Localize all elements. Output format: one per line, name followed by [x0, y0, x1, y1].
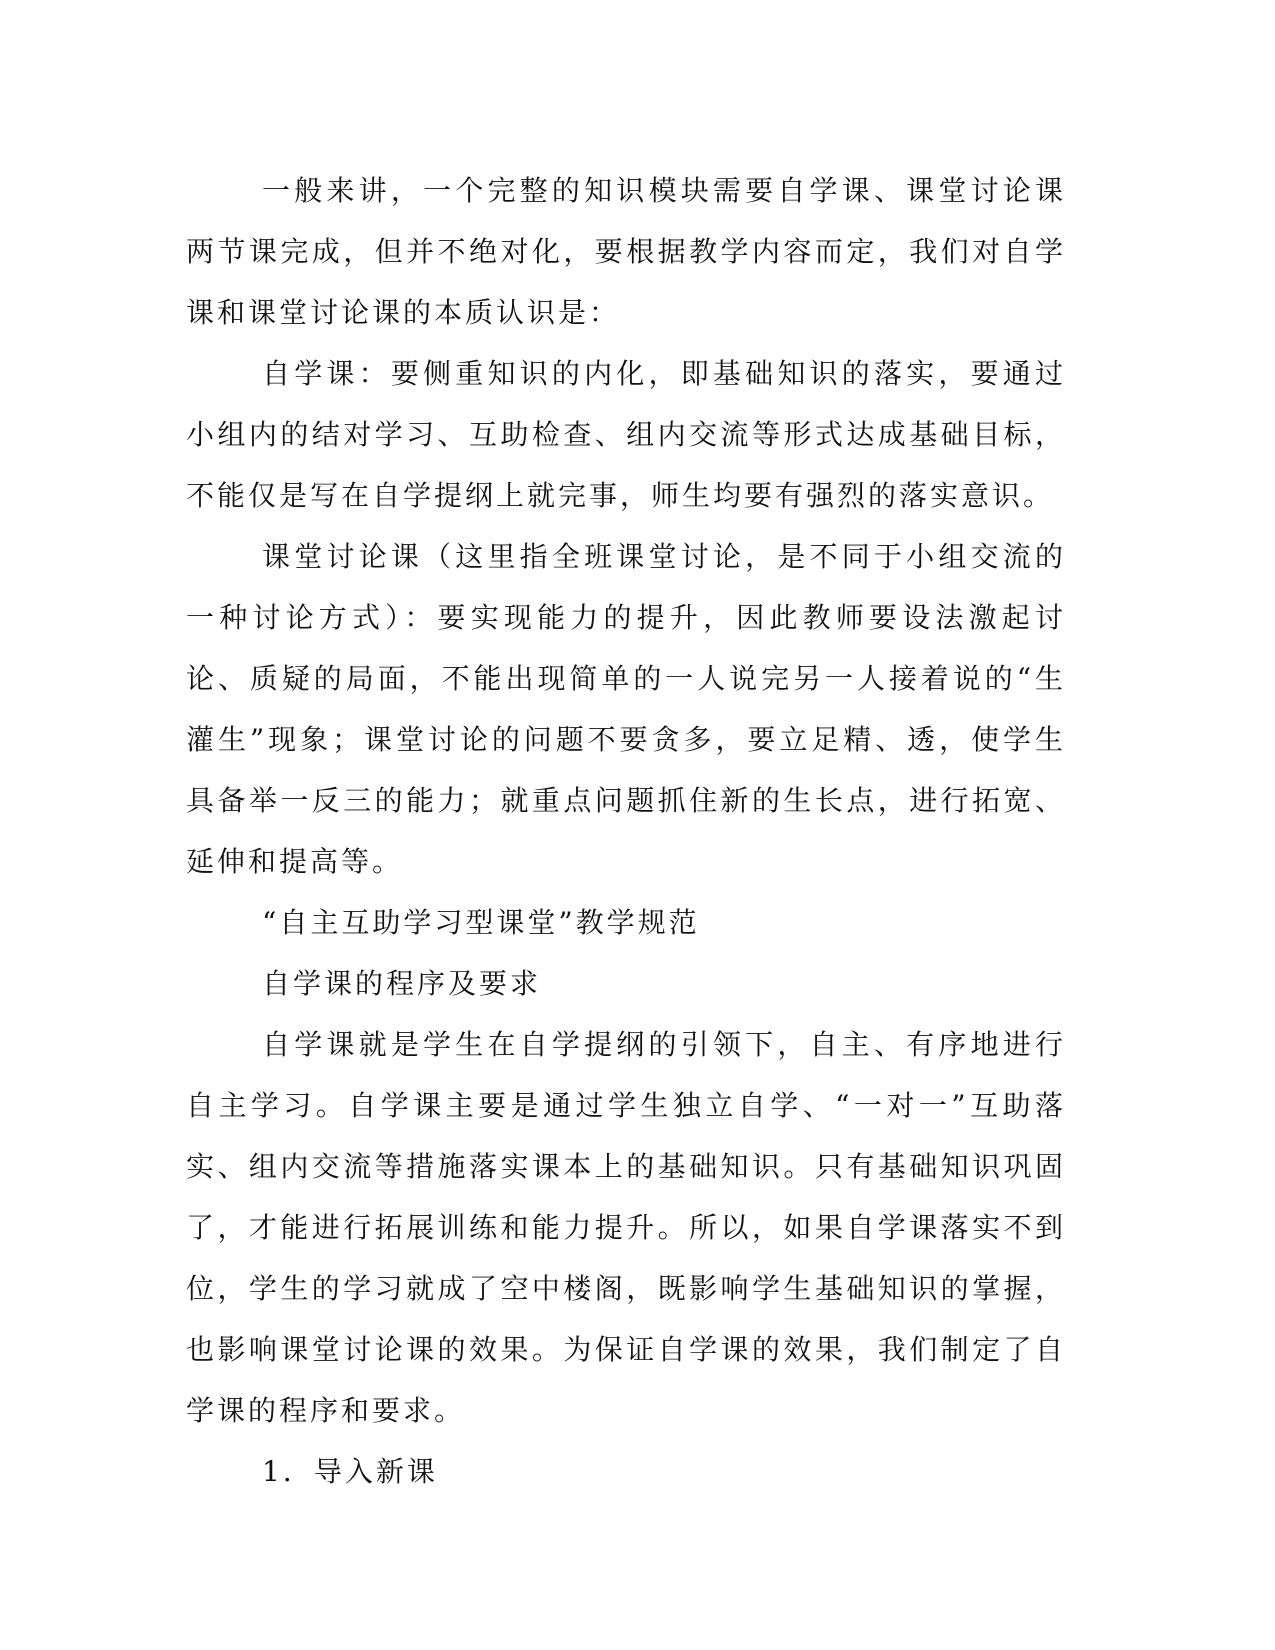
paragraph-self-study: 自学课：要侧重知识的内化，即基础知识的落实，要通过小组内的结对学习、互助检查、组内交流等形式达成基础目标，不能仅是写在自学提纲上就完事，师生均要有强烈的落实意识。 [186, 357, 1066, 512]
paragraph-procedure: 自学课就是学生在自学提纲的引领下，自主、有序地进行自主学习。自学课主要是通过学生独立自学、“一对一”互助落实、组内交流等措施落实课本上的基础知识。只有基础知识巩固了，才能进行拓展训练和能力提升。所以，如果自学课落实不到位，学生的学习就成了空中楼阁，既影响学生基础知识的掌握，也影响课堂讨论课的效果。为保证自学课的效果，我们制定了自学课的程序和要求。 [186, 1028, 1066, 1427]
list-item-1: 1．导入新课 [262, 1455, 438, 1488]
document-body [186, 160, 1066, 1502]
paragraph-intro: 一般来讲，一个完整的知识模块需要自学课、课堂讨论课两节课完成，但并不绝对化，要根据教学内容而定，我们对自学课和课堂讨论课的本质认识是： [186, 174, 1066, 329]
section-heading: “自主互助学习型课堂”教学规范 [262, 906, 700, 939]
paragraph-discussion: 课堂讨论课（这里指全班课堂讨论，是不同于小组交流的一种讨论方式）：要实现能力的提升，因此教师要设法激起讨论、质疑的局面，不能出现简单的一人说完另一人接着说的“生灌生”现象；课堂讨论的问题不要贪多，要立足精、透，使学生具备举一反三的能力；就重点问题抓住新的生长点，进行拓宽、延伸和提高等。 [186, 540, 1066, 878]
subsection-heading: 自学课的程序及要求 [262, 967, 542, 1000]
